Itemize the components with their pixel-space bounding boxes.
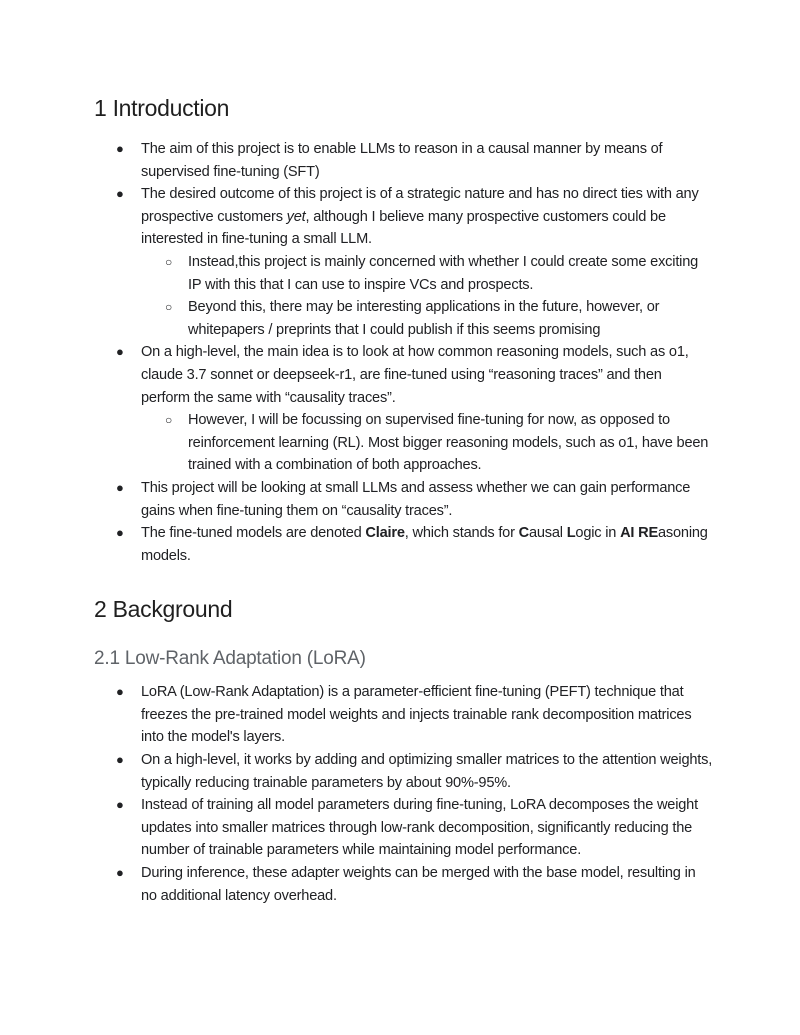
- hollow-bullet-icon: ○: [165, 413, 173, 428]
- list-item: [94, 341, 714, 477]
- emphasis-text: yet: [286, 208, 306, 225]
- list-item: [94, 749, 714, 794]
- sub-bullet-list: [141, 409, 714, 477]
- text-run: , which stands for: [404, 525, 519, 542]
- text-run: ausal: [528, 525, 567, 542]
- bullet-icon: ●: [116, 684, 124, 700]
- bullet-icon: ●: [116, 865, 124, 881]
- intro-bullet-list: [94, 138, 714, 567]
- text-run: The fine-tuned models are denoted: [141, 525, 366, 542]
- lora-bullet-how: On a high-level, it works by adding and optimizing smaller matrices to the attention weights, typically reducing trainable parameters by about 90%-95%.: [141, 752, 713, 791]
- text-run: , although I believe many prospective customers could be interested in fine-tuning a small LLM.: [141, 208, 666, 248]
- sub-bullet-list: [141, 251, 714, 341]
- text-run: The desired outcome of this project is of a strategic nature and has no direct ties with any prospective customers: [141, 186, 699, 225]
- lora-bullet-definition: LoRA (Low-Rank Adaptation) is a parameter-efficient fine-tuning (PEFT) technique that freezes the pre-trained model weights and injects trainable rank decomposition matrices into the model's layers.: [141, 684, 692, 746]
- intro-sub-bullet-ip: Instead,this project is mainly concerned with whether I could create some exciting IP with this that I can use to inspire VCs and prospects.: [188, 253, 699, 293]
- bullet-icon: ●: [116, 525, 124, 541]
- intro-bullet-small-llms: This project will be looking at small LLMs and assess whether we can gain performance gains when fine-tuning them on “causality traces”.: [141, 479, 691, 519]
- intro-bullet-claire: [141, 525, 708, 564]
- bold-text: C: [518, 525, 529, 542]
- list-item: [94, 477, 714, 522]
- text-run: asoning models.: [141, 525, 708, 564]
- bold-text: RE: [638, 525, 658, 542]
- intro-bullet-aim: The aim of this project is to enable LLMs to reason in a causal manner by means of supervised fine-tuning (SFT): [141, 141, 663, 180]
- intro-bullet-main-idea: On a high-level, the main idea is to look at how common reasoning models, such as o1, claude 3.7 sonnet or deepseek-r1, are fine-tuned using “reasoning traces” and then perform the same with “causality traces”.: [141, 344, 689, 406]
- section-title-background: 2 Background: [94, 596, 233, 623]
- list-item: [94, 794, 714, 862]
- bullet-icon: ●: [116, 186, 124, 202]
- hollow-bullet-icon: ○: [165, 254, 173, 269]
- list-item: [94, 522, 714, 567]
- intro-bullet-outcome: [141, 186, 699, 247]
- lora-bullet-list: [94, 681, 714, 907]
- list-item: [141, 409, 714, 477]
- lora-bullet-decomposition: Instead of training all model parameters during fine-tuning, LoRA decomposes the weight updates into smaller matrices through low-rank decomposition, significantly reducing the number of trainable parameters while maintaining model performance.: [141, 797, 698, 859]
- text-run: ogic in: [575, 525, 621, 542]
- bold-text: AI: [620, 525, 635, 542]
- list-item: [94, 183, 714, 341]
- bullet-icon: ●: [116, 797, 124, 813]
- document-page: [94, 92, 714, 907]
- bullet-icon: ●: [116, 479, 124, 495]
- list-item: [141, 251, 714, 296]
- bullet-icon: ●: [116, 141, 124, 156]
- intro-sub-bullet-sft: However, I will be focussing on supervised fine-tuning for now, as opposed to reinforcement learning (RL). Most bigger reasoning models, such as o1, have been trained with a combination of both approaches.: [188, 412, 709, 474]
- bold-text: L: [566, 525, 576, 542]
- intro-sub-bullet-future: Beyond this, there may be interesting applications in the future, however, or whitepapers / preprints that I could publish if this seems promising: [188, 299, 660, 338]
- bullet-icon: ●: [116, 752, 124, 768]
- bold-text: Claire: [365, 525, 405, 542]
- list-item: [94, 138, 714, 183]
- lora-bullet-inference: During inference, these adapter weights can be merged with the base model, resulting in no additional latency overhead.: [141, 865, 696, 904]
- list-item: [94, 681, 714, 749]
- list-item: [141, 296, 714, 341]
- section-title-introduction: 1 Introduction: [94, 95, 230, 121]
- list-item: [94, 862, 714, 907]
- hollow-bullet-icon: ○: [165, 300, 173, 315]
- subsection-title-lora: 2.1 Low-Rank Adaptation (LoRA): [94, 648, 366, 670]
- bullet-icon: ●: [116, 344, 124, 360]
